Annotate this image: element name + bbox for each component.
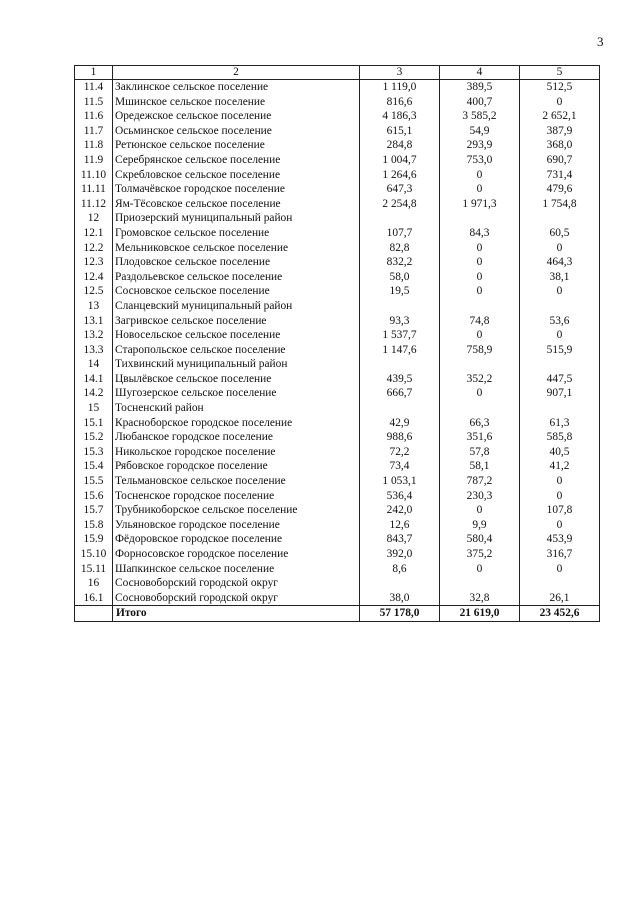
- row-value-col3: 82,8: [360, 241, 440, 256]
- row-value-col3: 4 186,3: [360, 109, 440, 124]
- row-value-col5: 479,6: [520, 182, 600, 197]
- page-number: 3: [597, 34, 604, 49]
- row-name: Красноборское городское поселение: [113, 416, 360, 431]
- row-value-col5: 0: [520, 562, 600, 577]
- row-value-col3: 42,9: [360, 416, 440, 431]
- row-name: Тельмановское сельское поселение: [113, 474, 360, 489]
- row-value-col5: 316,7: [520, 547, 600, 562]
- row-value-col4: 351,6: [440, 430, 520, 445]
- row-value-col4: 0: [440, 182, 520, 197]
- row-value-col3: 242,0: [360, 503, 440, 518]
- row-name: Шугозерское сельское поселение: [113, 386, 360, 401]
- row-name: Плодовское сельское поселение: [113, 255, 360, 270]
- row-number: 13.2: [75, 328, 113, 343]
- row-value-col5: 515,9: [520, 343, 600, 358]
- row-value-col3: 8,6: [360, 562, 440, 577]
- table-row: [75, 211, 600, 226]
- row-value-col5: 60,5: [520, 226, 600, 241]
- table-row: [75, 547, 600, 562]
- row-name: Скребловское сельское поселение: [113, 168, 360, 183]
- row-number: 15: [75, 401, 113, 416]
- row-name: Любанское городское поселение: [113, 430, 360, 445]
- row-name: Тосненское городское поселение: [113, 489, 360, 504]
- row-name: Осьминское сельское поселение: [113, 124, 360, 139]
- row-value-col4: 0: [440, 241, 520, 256]
- row-value-col4: 787,2: [440, 474, 520, 489]
- row-value-col3: 19,5: [360, 284, 440, 299]
- row-name: Ям-Тёсовское сельское поселение: [113, 197, 360, 212]
- budget-table: [74, 65, 600, 622]
- row-name: Трубникоборское сельское поселение: [113, 503, 360, 518]
- row-name: Никольское городское поселение: [113, 445, 360, 460]
- row-value-col4: 0: [440, 328, 520, 343]
- row-value-col5: 0: [520, 241, 600, 256]
- row-name: Ульяновское городское поселение: [113, 518, 360, 533]
- column-header-5: 5: [520, 66, 600, 80]
- row-number: 14: [75, 357, 113, 372]
- row-name: Мельниковское сельское поселение: [113, 241, 360, 256]
- row-value-col5: 41,2: [520, 459, 600, 474]
- table-row: [75, 357, 600, 372]
- row-value-col5: 731,4: [520, 168, 600, 183]
- row-number: 12.2: [75, 241, 113, 256]
- row-name: Серебрянское сельское поселение: [113, 153, 360, 168]
- row-value-col4: 0: [440, 270, 520, 285]
- table-row: [75, 459, 600, 474]
- row-number: 11.12: [75, 197, 113, 212]
- row-value-col5: 38,1: [520, 270, 600, 285]
- row-value-col4: 400,7: [440, 95, 520, 110]
- row-value-col4: 0: [440, 503, 520, 518]
- row-value-col3: 93,3: [360, 314, 440, 329]
- row-value-col5: 40,5: [520, 445, 600, 460]
- table-row: [75, 255, 600, 270]
- row-number: 12: [75, 211, 113, 226]
- row-value-col4: 74,8: [440, 314, 520, 329]
- row-name: Фёдоровское городское поселение: [113, 532, 360, 547]
- row-value-col4: 54,9: [440, 124, 520, 139]
- table-row: [75, 576, 600, 591]
- row-value-col3: 58,0: [360, 270, 440, 285]
- row-value-col4: 293,9: [440, 138, 520, 153]
- table-row: [75, 591, 600, 606]
- row-number: 11.9: [75, 153, 113, 168]
- row-number: 13.3: [75, 343, 113, 358]
- row-value-col4: [440, 299, 520, 314]
- row-value-col3: 988,6: [360, 430, 440, 445]
- table-row: [75, 138, 600, 153]
- row-number: 11.7: [75, 124, 113, 139]
- row-number: 13.1: [75, 314, 113, 329]
- table-row: [75, 226, 600, 241]
- row-value-col4: 84,3: [440, 226, 520, 241]
- row-value-col4: 57,8: [440, 445, 520, 460]
- row-value-col3: 2 254,8: [360, 197, 440, 212]
- table-row: [75, 372, 600, 387]
- table-row: [75, 532, 600, 547]
- table-row: [75, 401, 600, 416]
- row-value-col4: 352,2: [440, 372, 520, 387]
- table-row: [75, 241, 600, 256]
- row-number: 12.5: [75, 284, 113, 299]
- row-value-col4: [440, 357, 520, 372]
- row-value-col3: 666,7: [360, 386, 440, 401]
- row-value-col5: 907,1: [520, 386, 600, 401]
- row-value-col3: 1 004,7: [360, 153, 440, 168]
- row-value-col5: 61,3: [520, 416, 600, 431]
- row-value-col3: 647,3: [360, 182, 440, 197]
- column-header-4: 4: [440, 66, 520, 80]
- row-value-col5: 0: [520, 284, 600, 299]
- row-name: Сосновоборский городской округ: [113, 591, 360, 606]
- row-value-col4: [440, 576, 520, 591]
- row-value-col3: 73,4: [360, 459, 440, 474]
- table-row: [75, 168, 600, 183]
- row-name: Громовское сельское поселение: [113, 226, 360, 241]
- row-number: 15.2: [75, 430, 113, 445]
- row-number: 15.5: [75, 474, 113, 489]
- row-value-col5: 453,9: [520, 532, 600, 547]
- column-header-number: 1: [75, 66, 113, 80]
- row-name: Ретюнское сельское поселение: [113, 138, 360, 153]
- row-value-col5: 53,6: [520, 314, 600, 329]
- table-row: [75, 284, 600, 299]
- row-name: Рябовское городское поселение: [113, 459, 360, 474]
- row-value-col5: 585,8: [520, 430, 600, 445]
- row-value-col4: 1 971,3: [440, 197, 520, 212]
- row-value-col3: 843,7: [360, 532, 440, 547]
- row-name: Форносовское городское поселение: [113, 547, 360, 562]
- row-number: 12.3: [75, 255, 113, 270]
- row-value-col5: [520, 401, 600, 416]
- table-row: [75, 503, 600, 518]
- row-value-col4: [440, 401, 520, 416]
- row-value-col4: 375,2: [440, 547, 520, 562]
- row-name: Заклинское сельское поселение: [113, 80, 360, 95]
- table-row: [75, 270, 600, 285]
- total-col5: 23 452,6: [520, 606, 600, 622]
- row-number: 12.4: [75, 270, 113, 285]
- table-row: [75, 153, 600, 168]
- table-row: [75, 182, 600, 197]
- row-value-col4: 9,9: [440, 518, 520, 533]
- row-value-col3: 439,5: [360, 372, 440, 387]
- row-number: 15.4: [75, 459, 113, 474]
- row-value-col5: 0: [520, 518, 600, 533]
- row-number: 16.1: [75, 591, 113, 606]
- row-value-col3: 1 264,6: [360, 168, 440, 183]
- row-value-col5: [520, 576, 600, 591]
- total-row: [75, 606, 600, 622]
- row-name: Старопольское сельское поселение: [113, 343, 360, 358]
- row-name: Сосновское сельское поселение: [113, 284, 360, 299]
- row-value-col3: [360, 211, 440, 226]
- row-value-col4: 230,3: [440, 489, 520, 504]
- row-number: 15.7: [75, 503, 113, 518]
- row-value-col4: 58,1: [440, 459, 520, 474]
- row-name: Мшинское сельское поселение: [113, 95, 360, 110]
- row-name: Тихвинский муниципальный район: [113, 357, 360, 372]
- table-row: [75, 328, 600, 343]
- row-value-col5: 0: [520, 95, 600, 110]
- row-value-col5: 26,1: [520, 591, 600, 606]
- row-number: 11.8: [75, 138, 113, 153]
- row-number: 14.1: [75, 372, 113, 387]
- header-row: [75, 66, 600, 80]
- table-row: [75, 80, 600, 95]
- row-value-col5: 0: [520, 474, 600, 489]
- row-number: 15.10: [75, 547, 113, 562]
- row-name: Сланцевский муниципальный район: [113, 299, 360, 314]
- row-value-col3: 1 053,1: [360, 474, 440, 489]
- row-value-col5: 0: [520, 489, 600, 504]
- row-value-col5: 1 754,8: [520, 197, 600, 212]
- row-name: Толмачёвское городское поселение: [113, 182, 360, 197]
- table-row: [75, 445, 600, 460]
- row-name: Цвылёвское сельское поселение: [113, 372, 360, 387]
- row-name: Загривское сельское поселение: [113, 314, 360, 329]
- row-value-col3: 72,2: [360, 445, 440, 460]
- row-value-col5: 2 652,1: [520, 109, 600, 124]
- table-row: [75, 299, 600, 314]
- row-value-col5: [520, 357, 600, 372]
- table-row: [75, 562, 600, 577]
- row-name: Приозерский муниципальный район: [113, 211, 360, 226]
- row-number: 15.9: [75, 532, 113, 547]
- row-value-col3: 1 147,6: [360, 343, 440, 358]
- row-value-col4: 66,3: [440, 416, 520, 431]
- table-row: [75, 95, 600, 110]
- row-name: Сосновоборский городской округ: [113, 576, 360, 591]
- row-name: Раздольевское сельское поселение: [113, 270, 360, 285]
- row-value-col5: 107,8: [520, 503, 600, 518]
- row-value-col3: 392,0: [360, 547, 440, 562]
- row-value-col4: 32,8: [440, 591, 520, 606]
- total-number: [75, 606, 113, 622]
- row-value-col3: [360, 576, 440, 591]
- row-value-col4: 0: [440, 255, 520, 270]
- table-row: [75, 518, 600, 533]
- row-value-col4: 0: [440, 168, 520, 183]
- total-col4: 21 619,0: [440, 606, 520, 622]
- row-value-col4: [440, 211, 520, 226]
- row-value-col3: 615,1: [360, 124, 440, 139]
- table-row: [75, 109, 600, 124]
- row-value-col3: 284,8: [360, 138, 440, 153]
- row-value-col3: 12,6: [360, 518, 440, 533]
- row-value-col5: 447,5: [520, 372, 600, 387]
- row-value-col3: 536,4: [360, 489, 440, 504]
- table-row: [75, 343, 600, 358]
- row-value-col4: 389,5: [440, 80, 520, 95]
- table-row: [75, 386, 600, 401]
- row-number: 12.1: [75, 226, 113, 241]
- row-number: 14.2: [75, 386, 113, 401]
- row-value-col5: 690,7: [520, 153, 600, 168]
- row-name: Тосненский район: [113, 401, 360, 416]
- row-number: 13: [75, 299, 113, 314]
- row-value-col3: [360, 401, 440, 416]
- row-value-col5: [520, 211, 600, 226]
- row-value-col4: 0: [440, 386, 520, 401]
- row-value-col5: 464,3: [520, 255, 600, 270]
- row-value-col4: 753,0: [440, 153, 520, 168]
- row-value-col3: 38,0: [360, 591, 440, 606]
- row-value-col5: [520, 299, 600, 314]
- row-number: 16: [75, 576, 113, 591]
- row-name: Оредежское сельское поселение: [113, 109, 360, 124]
- row-number: 15.6: [75, 489, 113, 504]
- row-value-col5: 387,9: [520, 124, 600, 139]
- row-number: 15.8: [75, 518, 113, 533]
- table-row: [75, 314, 600, 329]
- row-value-col4: 580,4: [440, 532, 520, 547]
- row-number: 11.6: [75, 109, 113, 124]
- row-number: 15.1: [75, 416, 113, 431]
- table-row: [75, 197, 600, 212]
- row-number: 11.4: [75, 80, 113, 95]
- row-value-col3: 1 537,7: [360, 328, 440, 343]
- row-number: 15.3: [75, 445, 113, 460]
- row-value-col3: [360, 357, 440, 372]
- table-row: [75, 124, 600, 139]
- row-value-col4: 0: [440, 284, 520, 299]
- table-row: [75, 489, 600, 504]
- row-name: Новосельское сельское поселение: [113, 328, 360, 343]
- row-value-col3: 832,2: [360, 255, 440, 270]
- row-value-col3: 816,6: [360, 95, 440, 110]
- column-header-name: 2: [113, 66, 360, 80]
- row-number: 15.11: [75, 562, 113, 577]
- row-value-col5: 512,5: [520, 80, 600, 95]
- row-value-col3: 1 119,0: [360, 80, 440, 95]
- total-col3: 57 178,0: [360, 606, 440, 622]
- row-value-col3: [360, 299, 440, 314]
- total-label: Итого: [113, 606, 360, 622]
- row-number: 11.10: [75, 168, 113, 183]
- table-row: [75, 430, 600, 445]
- row-value-col4: 3 585,2: [440, 109, 520, 124]
- row-value-col5: 0: [520, 328, 600, 343]
- table-row: [75, 474, 600, 489]
- row-value-col3: 107,7: [360, 226, 440, 241]
- row-value-col5: 368,0: [520, 138, 600, 153]
- table-row: [75, 416, 600, 431]
- column-header-3: 3: [360, 66, 440, 80]
- row-value-col4: 0: [440, 562, 520, 577]
- row-name: Шапкинское сельское поселение: [113, 562, 360, 577]
- row-number: 11.11: [75, 182, 113, 197]
- row-number: 11.5: [75, 95, 113, 110]
- row-value-col4: 758,9: [440, 343, 520, 358]
